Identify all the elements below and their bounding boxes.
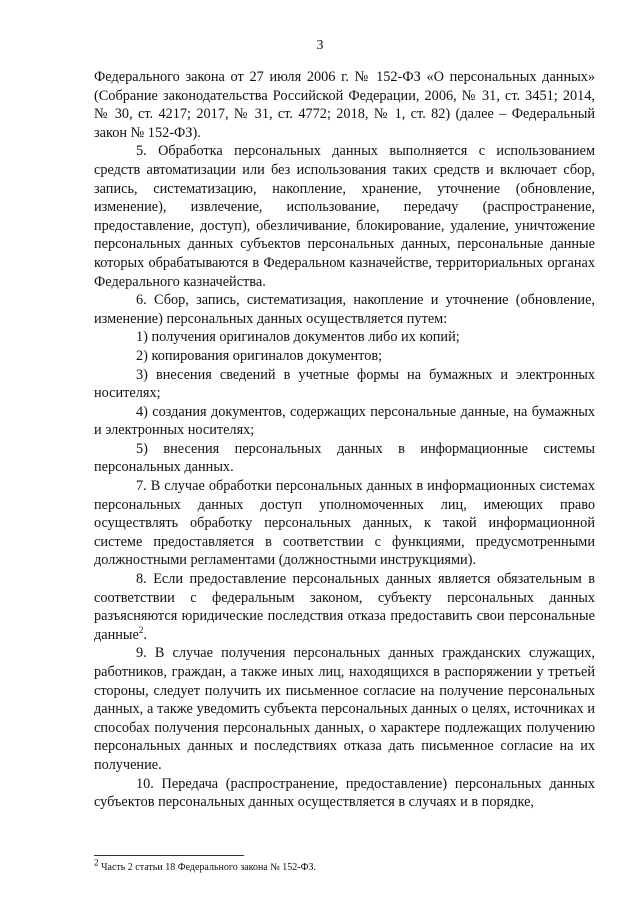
paragraph [94,142,595,291]
paragraph [94,328,595,347]
footnote-marker: 2 [94,857,99,868]
footnote-divider [94,855,244,856]
document-body [94,68,595,812]
paragraph-text: 8. Если предоставление персональных данных является обязательным в соответствии с федеральным законом, субъекту персональных данных разъясняются юридические последствия отказа предоставить свои персональные данные [94,571,595,643]
paragraph [94,775,595,812]
paragraph [94,68,595,142]
paragraph [94,644,595,774]
paragraph [94,291,595,328]
paragraph-text: 9. В случае получения персональных данных гражданских служащих, работников, граждан, а также иных лиц, находящихся в распоряжении у третьей стороны, следует получить их письменное согласие на получение персональных данных, а также уведомить субъекта персональных данных о целях, источниках и способах получения персональных данных, о характере подлежащих получению персональных данных и последствиях отказа дать письменное согласие на их получение. [94,645,595,773]
paragraph [94,347,595,366]
paragraph [94,570,595,644]
paragraph-text: 1) получения оригиналов документов либо их копий; [136,329,460,346]
paragraph-text: 7. В случае обработки персональных данных в информационных системах персональных данных доступ уполномоченных лиц, имеющих право осуществлять обработку персональных данных, к такой информационной системе предоставляется в соответствии с функциями, предусмотренными должностными регламентами (должностными инструкциями). [94,478,595,569]
paragraph-text: 5. Обработка персональных данных выполняется с использованием средств автоматизации или без использования таких средств и включает сбор, запись, систематизацию, накопление, хранение, уточнение (обновление, изменение), извлечение, использование, передачу (распространение, предоставление, доступ), обезличивание, блокирование, удаление, уничтожение персональных данных субъектов персональных данных, персональные данные которых обрабатываются в Федеральном казначействе, территориальных органах Федерального казначейства. [94,143,595,290]
paragraph [94,440,595,477]
footnote-text: Часть 2 статьи 18 Федерального закона № 152-ФЗ. [98,862,317,873]
paragraph-text: Федерального закона от 27 июля 2006 г. № 152-ФЗ «О персональных данных» (Собрание законодательства Российской Федерации, 2006, № 31, ст. 3451; 2014, № 30, ст. 4217; 2017, № 31, ст. 4772; 2018, № 1, ст. 82) (далее – Федеральный закон № 152-ФЗ). [94,69,595,141]
paragraph [94,477,595,570]
page-number: 3 [316,38,324,53]
paragraph-text: 6. Сбор, запись, систематизация, накопление и уточнение (обновление, изменение) персональных данных осуществляется путем: [94,292,595,327]
paragraph-tail: . [143,626,147,643]
paragraph [94,403,595,440]
paragraph-text: 2) копирования оригиналов документов; [136,347,383,364]
paragraph [94,366,595,403]
footnote-reference: 2 [138,625,144,636]
paragraph-text: 4) создания документов, содержащих персональные данные, на бумажных и электронных носителях; [94,403,595,439]
paragraph-text: 10. Передача (распространение, предоставление) персональных данных субъектов персональных данных осуществляется в случаях и в порядке, [94,775,595,811]
footnote [94,857,595,874]
paragraph-text: 3) внесения сведений в учетные формы на бумажных и электронных носителях; [94,366,595,402]
paragraph-text: 5) внесения персональных данных в информационные системы персональных данных. [94,440,595,476]
